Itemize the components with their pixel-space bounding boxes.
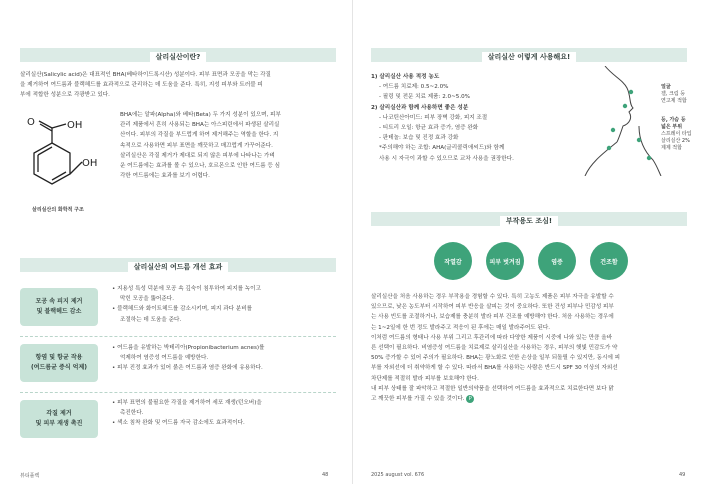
back-line bbox=[639, 126, 661, 176]
side-effect-circle: 작열감 bbox=[434, 242, 472, 280]
divider bbox=[20, 392, 336, 393]
intro-paragraph bbox=[20, 70, 340, 101]
side-effect-paragraph bbox=[371, 292, 691, 404]
benzene-ring bbox=[34, 143, 70, 184]
usage-warning: *주의해야 하는 조합: AHA(글리콜릭애씨드)와 함께 bbox=[379, 145, 505, 152]
usage-line: - 필링 및 전문 치료 제품: 2.0~5.0% bbox=[379, 94, 470, 101]
text-line: 부를 자외선에 더 취약하게 할 수 있다. 따라서 BHA를 사용하는 사람은 반드시 SPF 30 이상의 자외선 bbox=[371, 365, 618, 372]
usage-line: - 티트리 오일: 항균 효과 증가, 염증 완화 bbox=[379, 125, 479, 132]
end-mark-icon: P bbox=[466, 395, 474, 403]
text-line: 내 피부 상태를 잘 파악하고 적절한 일반의약품을 선택하여 여드름을 효과적으로 치료한다면 보다 맑 bbox=[371, 385, 614, 392]
salicylic-acid-structure bbox=[22, 118, 114, 208]
effect-label-line: 모공 속 피지 제거 bbox=[35, 298, 83, 305]
text-line: 50% 증가할 수 있어 주의가 필요하다. BHA는 광노화로 인한 손상을 일부 되돌릴 수 있지만, 동시에 피 bbox=[371, 355, 621, 362]
usage-line: - 판테놀: 보습 및 진정 효과 강화 bbox=[379, 135, 459, 142]
bullet-item: • 피부 진정 효과가 있어 붉은 여드름과 염증 완화에 유용하다. bbox=[112, 365, 263, 372]
usage-warning: 사용 시 자극이 과할 수 있으므로 교차 사용을 권장한다. bbox=[379, 155, 514, 162]
section-title-what-is: 살리실산이란? bbox=[150, 52, 207, 62]
text-line: 부에 적합한 성분으로 각광받고 있다. bbox=[20, 92, 110, 99]
footer-issue: 2025 august vol. 676 bbox=[371, 472, 425, 478]
text-line: 고 깨끗한 피부를 가질 수 있을 것이다. P bbox=[371, 394, 691, 404]
effect-label-line: 항염 및 항균 작용 bbox=[35, 354, 83, 361]
text-line: 른 선택이 필요하다. 비염증성 여드름을 치료제로 살리실산을 사용하는 경우, 피부의 햇빛 민감도가 약 bbox=[371, 345, 618, 352]
right-page bbox=[353, 0, 705, 484]
text-line: 관리 제품에서 흔히 사용되는 BHA는 아스피린에서 파생된 살리실 bbox=[120, 122, 280, 129]
side-effect-circle: 건조함 bbox=[590, 242, 628, 280]
effect-label-box bbox=[20, 344, 98, 382]
effect-label-line: 각질 제거 bbox=[46, 410, 72, 417]
structure-caption: 살리실산의 화학적 구조 bbox=[32, 207, 84, 213]
section-title-side-effects: 부작용도 조심! bbox=[500, 216, 558, 226]
bullet-item: • 피부 표면의 불필요한 각질을 제거하여 세포 재생(턴오버)을 촉진한다. bbox=[112, 400, 262, 417]
bullet-item: • 지용성 특성 덕분에 모공 속 깊숙이 침투하여 피지를 녹이고 막힌 모공을 뚫어준다. bbox=[112, 286, 261, 303]
divider bbox=[20, 336, 336, 337]
effect-bullets bbox=[112, 343, 347, 374]
usage-list bbox=[371, 72, 611, 164]
effect-label-box bbox=[20, 400, 98, 438]
section-title-usage: 살리실산 이렇게 사용해요! bbox=[482, 52, 576, 62]
text-line: 운 여드름에는 효과를 볼 수 있으나, 호르몬으로 인한 여드름 등 심 bbox=[120, 163, 281, 170]
text-line: 있으므로, 낮은 농도부터 시작하여 피부 반응을 살피는 것이 중요하다. 또한 건성 피부나 민감성 피부 bbox=[371, 304, 614, 311]
effect-bullets bbox=[112, 398, 347, 429]
bullet-item: • 블랙헤드와 화이트헤드를 감소시키며, 피지 과다 분비를 조절하는 데 도움을 준다. bbox=[112, 306, 253, 323]
effect-label-line: 및 피부 재생 촉진 bbox=[35, 420, 83, 427]
section-title-bar bbox=[20, 48, 336, 62]
text-line: BHA에는 알파(Alpha)와 베타(Beta) 두 가지 성분이 있으며, 피부 bbox=[120, 112, 281, 118]
section-title-bar bbox=[371, 212, 687, 226]
text-line: 이처럼 여드름의 형태나 사용 부위 그리고 후관리에 따라 다양한 제품이 시중에 나와 있는 만큼 올바 bbox=[371, 334, 613, 341]
text-line: 는 사용 빈도를 조절하거나, 보습제를 충분히 발라 피부 건조를 예방해야 한다. 처음 사용하는 경우에 bbox=[371, 314, 614, 321]
text-line: 살리실산(Salicylic acid)은 대표적인 BHA(베타하이드록시산) 성분이다. 피부 표면과 모공을 막는 각질 bbox=[20, 72, 271, 78]
left-page bbox=[0, 0, 352, 484]
struct-o-label: O bbox=[27, 118, 35, 128]
effect-bullets bbox=[112, 284, 347, 325]
face-label-body: 등, 가슴 등 넓은 부위 스프레이 타입 살리실산 2% 제제 적합 bbox=[661, 117, 692, 151]
face-label-face: 얼굴 겔, 크림 등 연고제 적합 bbox=[661, 84, 687, 104]
effect-label-line: 및 블랙헤드 감소 bbox=[36, 308, 82, 315]
text-line: 산이다. 피부의 각질을 부드럽게 하여 제거해주는 역할을 한다. 지 bbox=[120, 132, 279, 139]
section-title-bar bbox=[371, 48, 687, 62]
usage-line: - 여드름 치료제: 0.5~2.0% bbox=[379, 84, 449, 91]
struct-oh-bottom-label: OH bbox=[82, 158, 98, 169]
usage-heading: 1) 살리실산 사용 적정 농도 bbox=[371, 74, 440, 80]
face-outline-illustration bbox=[583, 66, 663, 176]
section-title-bar bbox=[20, 258, 336, 272]
text-line: 살리실산을 처음 사용하는 경우 부작용을 경험할 수 있다. 특히 고농도 제품은 피부 자극을 유발할 수 bbox=[371, 294, 614, 300]
text-line: 각한 여드름에는 효과를 보기 어렵다. bbox=[120, 173, 210, 180]
bullet-item: • 여드름을 유발하는 박테리아(Propionibacterium acnes)를 억제하여 염증성 여드름을 예방한다. bbox=[112, 345, 265, 362]
struct-oh-top-label: OH bbox=[67, 120, 83, 131]
effect-label-box bbox=[20, 288, 98, 326]
bha-paragraph bbox=[120, 110, 350, 181]
text-line: 을 제거하여 여드름과 블랙헤드를 효과적으로 관리하는 데 도움을 준다. 특히, 지성 피부와 트러블 피 bbox=[20, 82, 263, 89]
text-line: 속적으로 사용하면 피부 표면을 깨끗하고 매끄럽게 가꾸어준다. bbox=[120, 142, 273, 149]
usage-line: - 나코틴산아미드: 피부 장벽 강화, 피지 조절 bbox=[379, 114, 488, 121]
side-effect-circle: 염증 bbox=[538, 242, 576, 280]
shoulder-line bbox=[585, 142, 617, 176]
text-line: 차단제를 적절히 발라 피부를 보호해야 한다. bbox=[371, 375, 479, 382]
side-effect-circle: 피부 벗겨짐 bbox=[486, 242, 524, 280]
usage-heading: 2) 살리실산과 함께 사용하면 좋은 성분 bbox=[371, 104, 469, 111]
footer-publication: 뷰티플렉 bbox=[20, 473, 40, 479]
bullet-item: • 색소 침착 완화 및 여드름 자국 감소에도 효과적이다. bbox=[112, 420, 245, 427]
face-profile-line bbox=[605, 66, 633, 142]
section-title-effects: 살리실산의 여드름 개선 효과 bbox=[128, 262, 228, 272]
text-line: 살리실산은 각질 제거가 제대로 되지 않은 피부에 나타나는 가벼 bbox=[120, 152, 275, 159]
effect-label-line: (여드름균 증식 억제) bbox=[30, 364, 88, 371]
page-number: 49 bbox=[679, 472, 686, 478]
page-number: 48 bbox=[322, 472, 329, 478]
text-line: 는 1~2일에 한 번 정도 발라주고 적응이 된 후에는 매일 발라주어도 된다. bbox=[371, 324, 551, 331]
